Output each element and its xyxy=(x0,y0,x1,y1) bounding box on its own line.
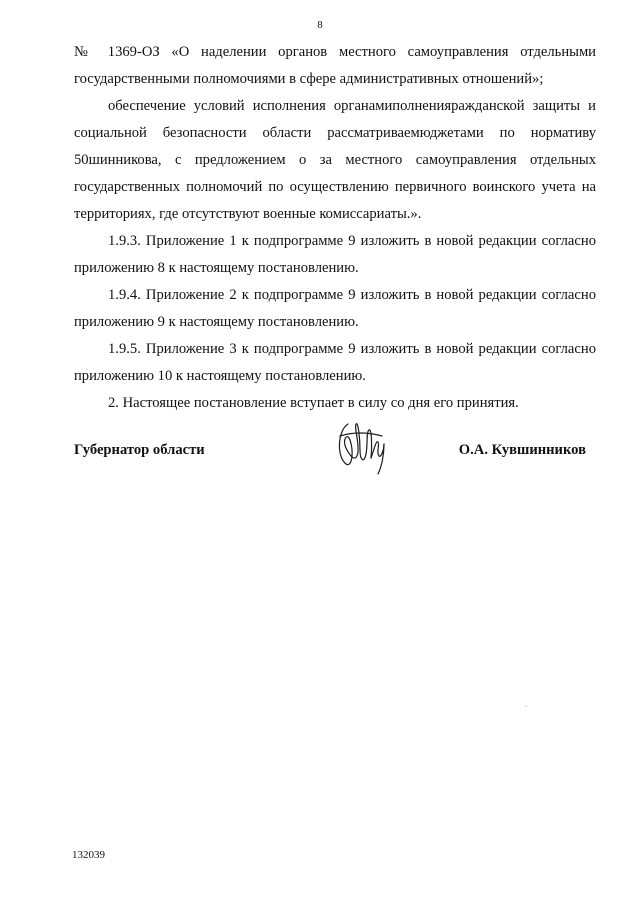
document-body xyxy=(74,39,596,417)
page-number: 8 xyxy=(317,19,323,31)
paragraph-item-1-9-5: 1.9.5. Приложение 3 к подпрограмме 9 изложить в новой редакции согласно приложению 10 к настоящему постановлению. xyxy=(74,341,596,384)
signer-title: Губернатор области xyxy=(74,442,205,458)
handwritten-signature xyxy=(332,418,392,476)
paragraph-entry-into-force: 2. Настоящее постановление вступает в силу со дня его принятия. xyxy=(108,395,519,411)
signer-name: О.А. Кувшинников xyxy=(458,442,586,458)
document-code: 132039 xyxy=(72,849,105,861)
paragraph-item-1-9-3: 1.9.3. Приложение 1 к подпрограмме 9 изложить в новой редакции согласно приложению 8 к настоящему постановлению. xyxy=(74,233,596,276)
paragraph-law-reference: № 1369-ОЗ «О наделении органов местного самоуправления отдельными государственными полномочиями в сфере административных отношений»; xyxy=(74,44,596,87)
scan-speck xyxy=(525,706,527,707)
signature-block xyxy=(74,418,596,478)
paragraph-provision: обеспечение условий исполнения органамиполненияражданской защиты и социальной безопасности области рассматриваемюджетами по нормативу 50шинникова, с предложением о за местного самоуправления отдельных государственных полномочий по осуществлению первичного воинского учета на территориях, где отсутствуют военные комиссариаты.». xyxy=(74,98,596,222)
paragraph-item-1-9-4: 1.9.4. Приложение 2 к подпрограмме 9 изложить в новой редакции согласно приложению 9 к настоящему постановлению. xyxy=(74,287,596,330)
